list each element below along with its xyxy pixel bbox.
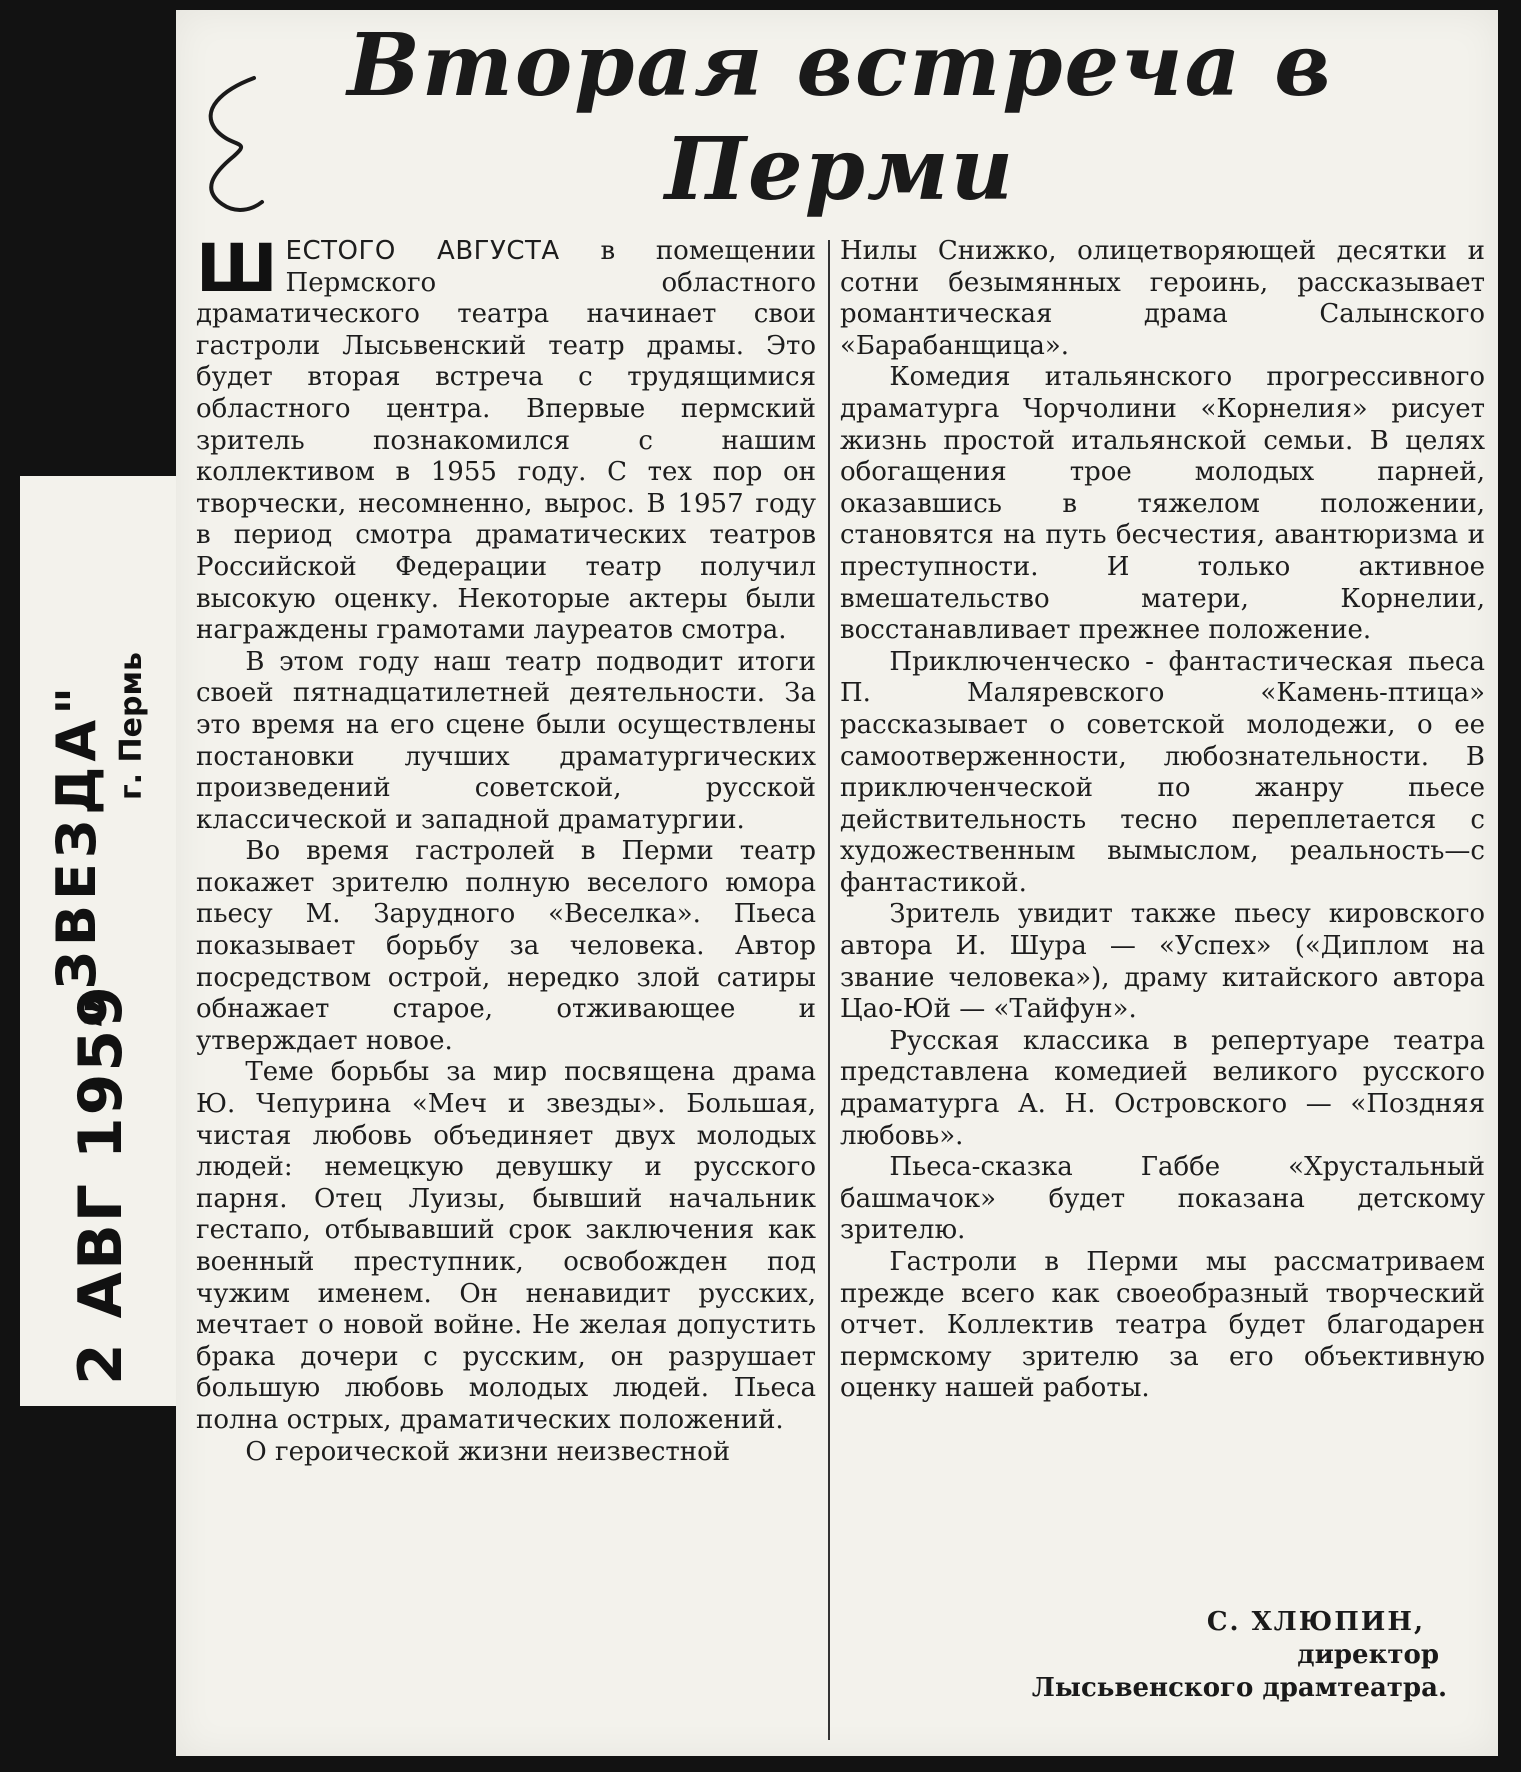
paragraph: Комедия итальянского прогрессивного драматурга Чорчолини «Корнелия» рисует жизнь простой итальянской семьи. В целях обогащения трое молодых парней, оказавшись в тяжелом положении, становятся на путь бесчестия, авантюризма и преступности. И только активное вмешательство матери, Корнелии, восстанавливает прежнее положение. [840,362,1485,646]
paragraph: Теме борьбы за мир посвящена драма Ю. Чепурина «Меч и звезды». Большая, чистая любовь объединяет двух молодых людей: немецкую девушку и русского парня. Отец Луизы, бывший начальник гестапо, отбывавший срок заключения как военный преступник, освобожден под чужим именем. Он ненавидит русских, мечтает о новой войне. Не желая допустить брака дочери с русским, он разрушает большую любовь молодых людей. Пьеса полна острых, драматических положений. [196,1057,816,1435]
lead-paragraph-text: в помещении Пермского областного драматического театра начинает свои гастроли Лысьвенский театр драмы. Это будет вторая встреча с трудящимися областного центра. Впервые пермский зритель познакомился с нашим коллективом в 1955 году. С тех пор он творчески, несомненно, вырос. В 1957 году в период смотра драматических театров Российской Федерации театр получил высокую оценку. Некоторые актеры были награждены грамотами лауреатов смотра. [196,236,816,646]
author-signature [1032,1606,1447,1705]
drop-cap: Ш [196,230,278,307]
lead-paragraph [196,230,816,647]
column-divider [828,240,830,1740]
paragraph: Зритель увидит также пьесу кировского автора И. Шура — «Успех» («Диплом на звание человека»), драму китайского автора Цао-Юй — «Тайфун». [840,899,1485,1025]
paragraph: Русская классика в репертуаре театра представлена комедией великого русского драматурга А. Н. Островского — «Поздняя любовь». [840,1025,1485,1151]
paragraph: Приключенческо - фантастическая пьеса П. Маляревского «Камень-птица» рассказывает о советской молодежи, о ее самоотверженности, любознательности. В приключенческой по жанру пьесе действительность тесно переплетается с художественным вымыслом, реальность—с фантастикой. [840,646,1485,898]
article-column-left [196,230,816,1468]
lead-caps-text: ЕСТОГО АВГУСТА [285,236,560,266]
stamp-city: г. Пермь [114,652,149,800]
paragraph-continued: Нилы Снижко, олицетворяющей десятки и сотни безымянных героинь, рассказывает романтическая драма Салынского «Барабанщица». [840,236,1485,361]
article-column-right [840,236,1485,1405]
author-title: директор [1297,1640,1439,1670]
paragraph: В этом году наш театр подводит итоги своей пятнадцатилетней деятельности. За это время на его сцене были осуществлены постановки лучших драматургических произведений советской, русской классической и западной драматургии. [196,646,816,835]
paragraph: О героической жизни неизвестной [245,1436,731,1467]
paragraph: Пьеса-сказка Габбе «Хрустальный башмачок» будет показана детскому зрителю. [840,1152,1485,1246]
author-organization: Лысьвенского драмтеатра. [1031,1673,1447,1703]
paragraph: Гастроли в Перми мы рассматриваем прежде всего как своеобразный творческий отчет. Коллектив театра будет благодарен пермскому зрителю за его объективную оценку нашей работы. [840,1247,1485,1404]
article-headline: Вторая встреча в Перми [347,15,1333,220]
stamp-newspaper-name: „ЗВЕЗДА" [45,681,108,1030]
paragraph: Во время гастролей в Перми театр покажет зрителю полную веселого юмора пьесу М. Зарудного «Веселка». Пьеса показывает борьбу за человека. Автор посредством острой, нередко злой сатиры обнажает старое, отживающее и утверждает новое. [196,836,816,1056]
stamp-date: 2 АВГ 1959 [66,984,136,1385]
handwritten-pen-mark [192,70,282,220]
author-name: С. ХЛЮПИН, [1206,1607,1425,1637]
